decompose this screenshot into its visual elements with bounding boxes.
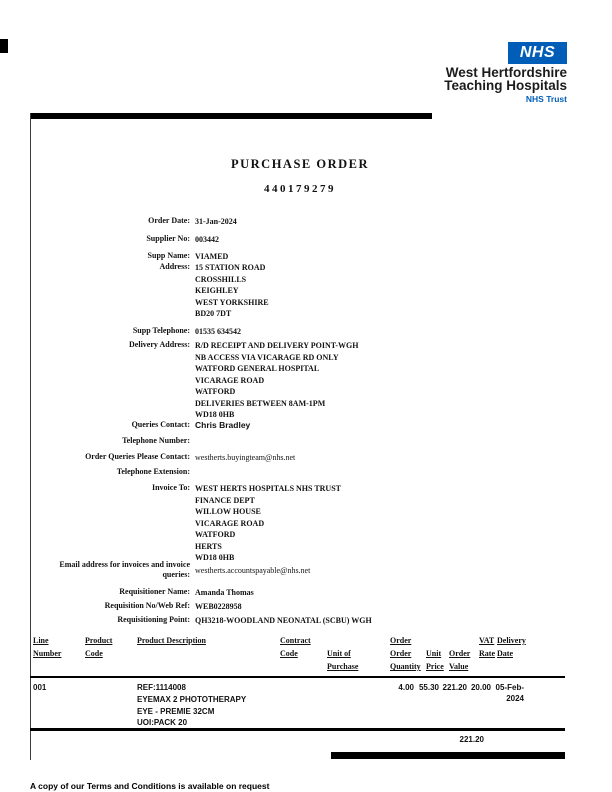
field-label: Order Queries Please Contact: [85,452,190,461]
col-header-delivery-date: Delivery Date [497,636,526,658]
org-name-line2: Teaching Hospitals [444,78,567,93]
terms-note: A copy of our Terms and Conditions is available on request [30,781,270,791]
table-bottom-rule [30,728,565,731]
address-line: VICARAGE ROAD [195,375,265,385]
description-line: EYE - PREMIE 32CM [137,706,215,716]
field-label: Telephone Number: [122,436,190,445]
col-header-order-group: Order [390,636,412,645]
address-line: WATFORD [195,387,236,396]
header-rule-bar [30,113,432,119]
field-requisition-ref [30,601,242,613]
field-value: Chris Bradley [195,420,251,430]
cell-order-quantity: 4.00 [398,683,414,692]
field-value: 01535 634542 [195,327,241,336]
cell-unit-price: 55.30 [418,683,439,692]
nhs-logo-text: NHS [519,44,556,61]
field-order-queries-contact [30,452,295,464]
col-header-vat-rate: VAT Rate [479,636,495,658]
field-label: Address: [159,262,190,271]
field-value: VIAMED [195,252,229,261]
description-line: REF:1114008 [137,683,186,692]
address-line: DELIVERIES BETWEEN 8AM-1PM [195,398,326,408]
field-order-date [30,216,237,228]
field-requisitioner-name [30,587,254,599]
address-line: WEST YORKSHIRE [195,297,269,307]
field-label: Supp Name: [147,251,190,260]
address-line: 15 STATION ROAD [195,263,266,272]
description-line: EYEMAX 2 PHOTOTHERAPY [137,694,247,704]
po-number: 440179279 [264,183,336,195]
cell-order-value: 221.20 [442,683,467,692]
address-line: WATFORD [195,530,236,539]
field-label: Invoice To: [151,483,190,492]
address-line: WILLOW HOUSE [195,507,261,516]
col-header-unit-price: Unit Price [426,649,444,671]
scan-corner-mark [0,39,8,53]
field-supp-telephone [30,326,241,338]
address-line: KEIGHLEY [195,286,239,295]
field-delivery-address [30,340,358,421]
document-title: PURCHASE ORDER [230,157,370,171]
cell-vat-rate: 20.00 [470,683,491,692]
field-label: Telephone Extension: [116,467,190,476]
field-label: Order Date: [148,216,190,225]
field-value [195,483,341,564]
address-line: WATFORD GENERAL HOSPITAL [195,364,320,373]
field-label: Requisitioning Point: [117,615,190,624]
field-value [195,262,269,320]
cell-delivery-date: 05-Feb-2024 [495,683,524,703]
org-name-line1: West Hertfordshire [445,65,567,80]
field-supplier-no [30,234,219,246]
address-line: FINANCE DEPT [195,495,255,505]
field-value: 31-Jan-2024 [195,217,237,226]
field-telephone-extension [30,467,195,477]
field-value: Amanda Thomas [195,588,254,597]
field-label: Requisitioner Name: [119,587,190,596]
field-value: westherts.accountspayable@nhs.net [195,566,311,575]
field-invoice-to [30,483,341,564]
address-line: NB ACCESS VIA VICARAGE RD ONLY [195,352,339,362]
col-header-product-code: Product Code [85,636,113,658]
address-line: WEST HERTS HOSPITALS NHS TRUST [195,484,341,493]
field-value: westherts.buyingteam@nhs.net [195,453,296,462]
cell-line-number: 001 [33,683,47,692]
col-header-order-quantity: Order Quantity [390,649,421,671]
field-value: WEB0228958 [195,602,242,611]
address-line: HERTS [195,541,222,551]
col-header-contract-code: Contract Code [280,636,311,658]
description-line: UOI:PACK 20 [137,718,188,728]
address-line: BD20 7DT [195,309,232,318]
cell-product-description [137,682,246,729]
field-value [195,340,358,421]
address-line: CROSSHILLS [195,274,247,284]
field-invoice-email [40,560,310,579]
field-label: Queries Contact: [131,420,190,429]
address-line: WD18 0HB [195,410,235,419]
field-telephone-number [30,436,195,446]
address-line: WD18 0HB [195,553,235,562]
field-supp-name [30,251,228,263]
field-queries-contact [30,420,250,432]
total-rule-bar [331,752,565,759]
field-label: Requisition No/Web Ref: [104,601,190,610]
field-label: Supplier No: [146,234,190,243]
field-requisitioning-point [30,615,372,627]
col-header-line-number: Line Number [33,636,62,658]
field-label: Delivery Address: [129,340,190,349]
col-header-unit-of-purchase: Unit of Purchase [327,649,359,671]
nhs-logo-icon [508,42,567,64]
table-header-rule [30,676,565,678]
field-label: Email address for invoices and invoice queries: [59,560,190,579]
total-order-value: 221.20 [459,735,484,744]
field-value: 003442 [195,235,219,244]
address-line: VICARAGE ROAD [195,518,265,528]
nhs-trust-label: NHS Trust [525,94,567,104]
col-header-product-description: Product Description [137,636,206,645]
field-label: Supp Telephone: [132,326,190,335]
address-line: R/D RECEIPT AND DELIVERY POINT-WGH [195,341,359,350]
field-supp-address [30,262,269,320]
col-header-order-value: Order Value [449,649,471,671]
field-value: QH3218-WOODLAND NEONATAL (SCBU) WGH [195,616,372,625]
